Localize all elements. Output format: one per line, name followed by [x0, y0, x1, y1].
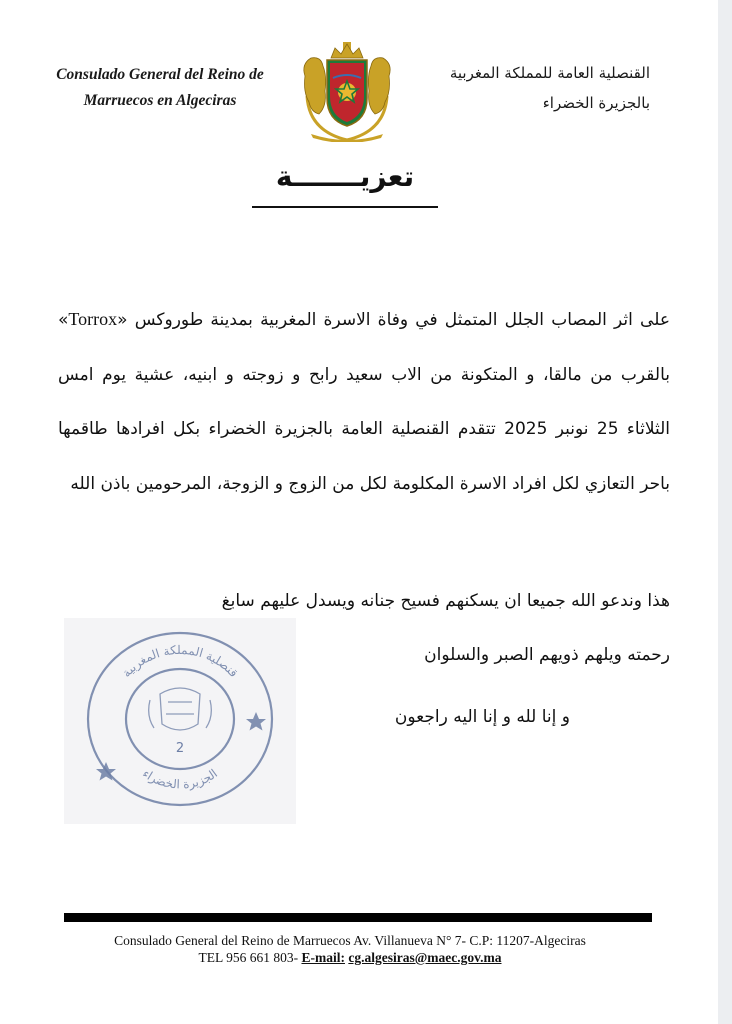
page-edge-strip: [718, 0, 732, 1024]
spanish-header-line-2: Marruecos en Algeciras: [83, 92, 237, 109]
footer-address: [40, 932, 660, 966]
arabic-header-line-1: القنصلية العامة للمملكة المغربية: [449, 64, 650, 82]
condolence-paragraph: [58, 292, 670, 511]
paragraph-line-1: على اثر المصاب الجلل المتمثل في وفاة الاسرة المغربية بمدينة: [210, 310, 670, 330]
condolence-title: تعزيـــــــة: [275, 160, 415, 193]
stamp-number: 2: [175, 741, 185, 756]
consulate-name-arabic: [410, 58, 650, 118]
consulate-seal-stamp: [80, 624, 280, 814]
footer-tel: TEL 956 661 803-: [198, 950, 299, 965]
spanish-header-line-1: Consulado General del Reino de: [56, 66, 264, 83]
stamp-arabic-text: قنصلية المملكة المغربية: [119, 642, 241, 680]
footer-email-label: E-mail:: [301, 950, 345, 965]
paragraph-continuation: » بالقرب من مالقا، و المتكونة من الاب سعيد رابح و زوجته و ابنيه، عشية يوم امس الثلاثاء 25 نونبر 2025 تتقدم القنصلية العامة بالجزيرة الخضراء بكل افرادها طاقمها باحر التعازي لكل افراد الاسرة المكلومة لكل من الزوج و الزوجة، المرحومين باذن الله: [58, 310, 670, 494]
closing-phrase: و إنا لله و إنا اليه راجعون: [394, 707, 570, 727]
stamp-city-text: الجزيرة الخضراء: [140, 766, 221, 792]
footer-contact-line: [40, 949, 660, 966]
title-underline: [252, 206, 438, 208]
footer-address-line: Consulado General del Reino de Marruecos Av. Villanueva N° 7- C.P: 11207-Algeciras: [114, 933, 586, 948]
moroccan-coat-of-arms-emblem: [297, 36, 397, 142]
arabic-header-line-2: بالجزيرة الخضراء: [542, 94, 650, 112]
place-name-latin: Torrox: [68, 309, 118, 329]
prayer-line-2: رحمته ويلهم ذويهم الصبر والسلوان: [424, 645, 670, 665]
footer-email-link[interactable]: cg.algesiras@maec.gov.ma: [348, 950, 502, 965]
paragraph-place-start: طوروكس «: [117, 310, 204, 330]
consulate-name-spanish: [30, 62, 290, 114]
prayer-line-1: هذا وندعو الله جميعا ان يسكنهم فسيح جنانه ويسدل عليهم سابغ: [221, 591, 670, 611]
footer-divider: [64, 913, 652, 922]
